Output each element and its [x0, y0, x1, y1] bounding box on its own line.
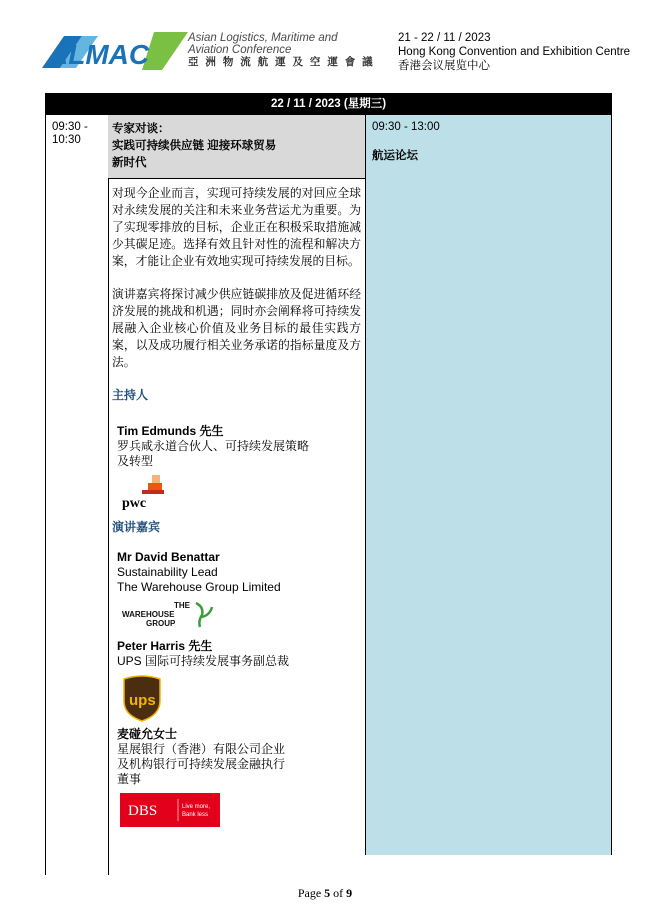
- page-current: 5: [324, 886, 331, 900]
- dbs-logo: [120, 793, 220, 827]
- time-slot: [46, 115, 102, 147]
- pwc-logo: [120, 473, 180, 513]
- page-of: of: [333, 886, 344, 900]
- speaker-1-role-1: Sustainability Lead: [117, 565, 218, 579]
- warehouse-group-logo: [118, 597, 218, 635]
- almac-logo: [42, 30, 192, 74]
- host-label: 主持人: [112, 388, 149, 402]
- host-name: Tim Edmunds 先生: [117, 424, 224, 438]
- parallel-time: 09:30 - 13:00: [372, 121, 440, 133]
- event-info: [398, 31, 630, 73]
- warehouse-logo-line3: GROUP: [146, 619, 176, 628]
- page-number: [0, 886, 650, 901]
- speaker-2-role-1: UPS 国际可持续发展事务副总裁: [117, 654, 290, 668]
- speaker-3-role-1: 星展银行（香港）有限公司企业: [117, 742, 286, 756]
- ups-logo-text: ups: [129, 692, 156, 709]
- speakers-label: 演讲嘉宾: [112, 520, 161, 534]
- speaker-2: [112, 639, 361, 723]
- session-heading-1: 专家对谈：: [112, 123, 170, 135]
- speaker-3: [112, 727, 361, 827]
- session-body: [108, 179, 365, 827]
- host-role-2: 及转型: [117, 454, 154, 468]
- event-dates: 21 - 22 / 11 / 2023: [398, 32, 491, 44]
- org-name-en-1: Asian Logistics, Maritime and: [188, 32, 338, 44]
- speaker-3-name: 麦碰允女士: [117, 727, 178, 741]
- speaker-1-name: Mr David Benattar: [117, 550, 220, 564]
- speaker-2-name: Peter Harris 先生: [117, 639, 213, 653]
- date-bar: 22 / 11 / 2023 (星期三): [45, 93, 612, 115]
- warehouse-logo-line1: THE: [174, 601, 190, 610]
- dbs-tagline-2: Bank less: [182, 812, 209, 818]
- speaker-1: [112, 550, 361, 635]
- dbs-logo-text: DBS: [128, 803, 158, 819]
- logo-wordmark: ALMAC: [48, 39, 150, 70]
- dbs-tagline-1: Live more,: [182, 804, 211, 810]
- ups-logo: [120, 673, 164, 723]
- org-name-en-2: Aviation Conference: [188, 44, 292, 56]
- session-heading-3: 新时代: [112, 157, 147, 169]
- speaker-3-role-2: 及机构银行可持续发展金融执行: [117, 757, 286, 771]
- time-slot-end: 10:30: [52, 134, 81, 146]
- host-block: [112, 424, 361, 513]
- speaker-3-role-3: 董事: [117, 772, 142, 786]
- session-heading-2: 实践可持续供应链 迎接环球贸易: [112, 140, 277, 152]
- pwc-logo-text: pwc: [122, 496, 147, 511]
- speaker-1-role-2: The Warehouse Group Limited: [117, 580, 281, 594]
- time-column: [45, 115, 109, 875]
- parallel-session-column: [366, 115, 612, 855]
- page-prefix: Page: [297, 886, 322, 900]
- warehouse-logo-line2: WAREHOUSE: [122, 610, 175, 619]
- venue-en: Hong Kong Convention and Exhibition Centre: [398, 46, 631, 58]
- page-total: 9: [346, 886, 353, 900]
- session-description-1: 对现今企业而言，实现可持续发展的对回应全球对永续发展的关注和未来业务营运尤为重要。为了实现零排放的目标，企业正在积极采取措施减少其碳足迹。选择有效且针对性的流程和解决方案，才能让企业有效地实现可持续发展的目标。: [112, 186, 361, 268]
- venue-cn: 香港会议展览中心: [398, 60, 490, 72]
- host-role-1: 罗兵咸永道合伙人、可持续发展策略: [117, 439, 310, 453]
- time-slot-start: 09:30 -: [52, 121, 88, 133]
- session-column: [108, 115, 366, 855]
- org-name: [188, 32, 375, 68]
- session-heading: [108, 115, 365, 179]
- parallel-title: 航运论坛: [372, 150, 418, 162]
- org-name-cn: 亞 洲 物 流 航 運 及 空 運 會 議: [188, 56, 375, 68]
- schedule-table: [45, 93, 612, 819]
- session-description-2: 演讲嘉宾将探讨减少供应链碳排放及促进循环经济发展的挑战和机遇；同时亦会阐释将可持续发展融入企业核心价值及业务目标的最佳实践方案，以及成功履行相关业务承诺的指标量度及方法。: [112, 287, 361, 369]
